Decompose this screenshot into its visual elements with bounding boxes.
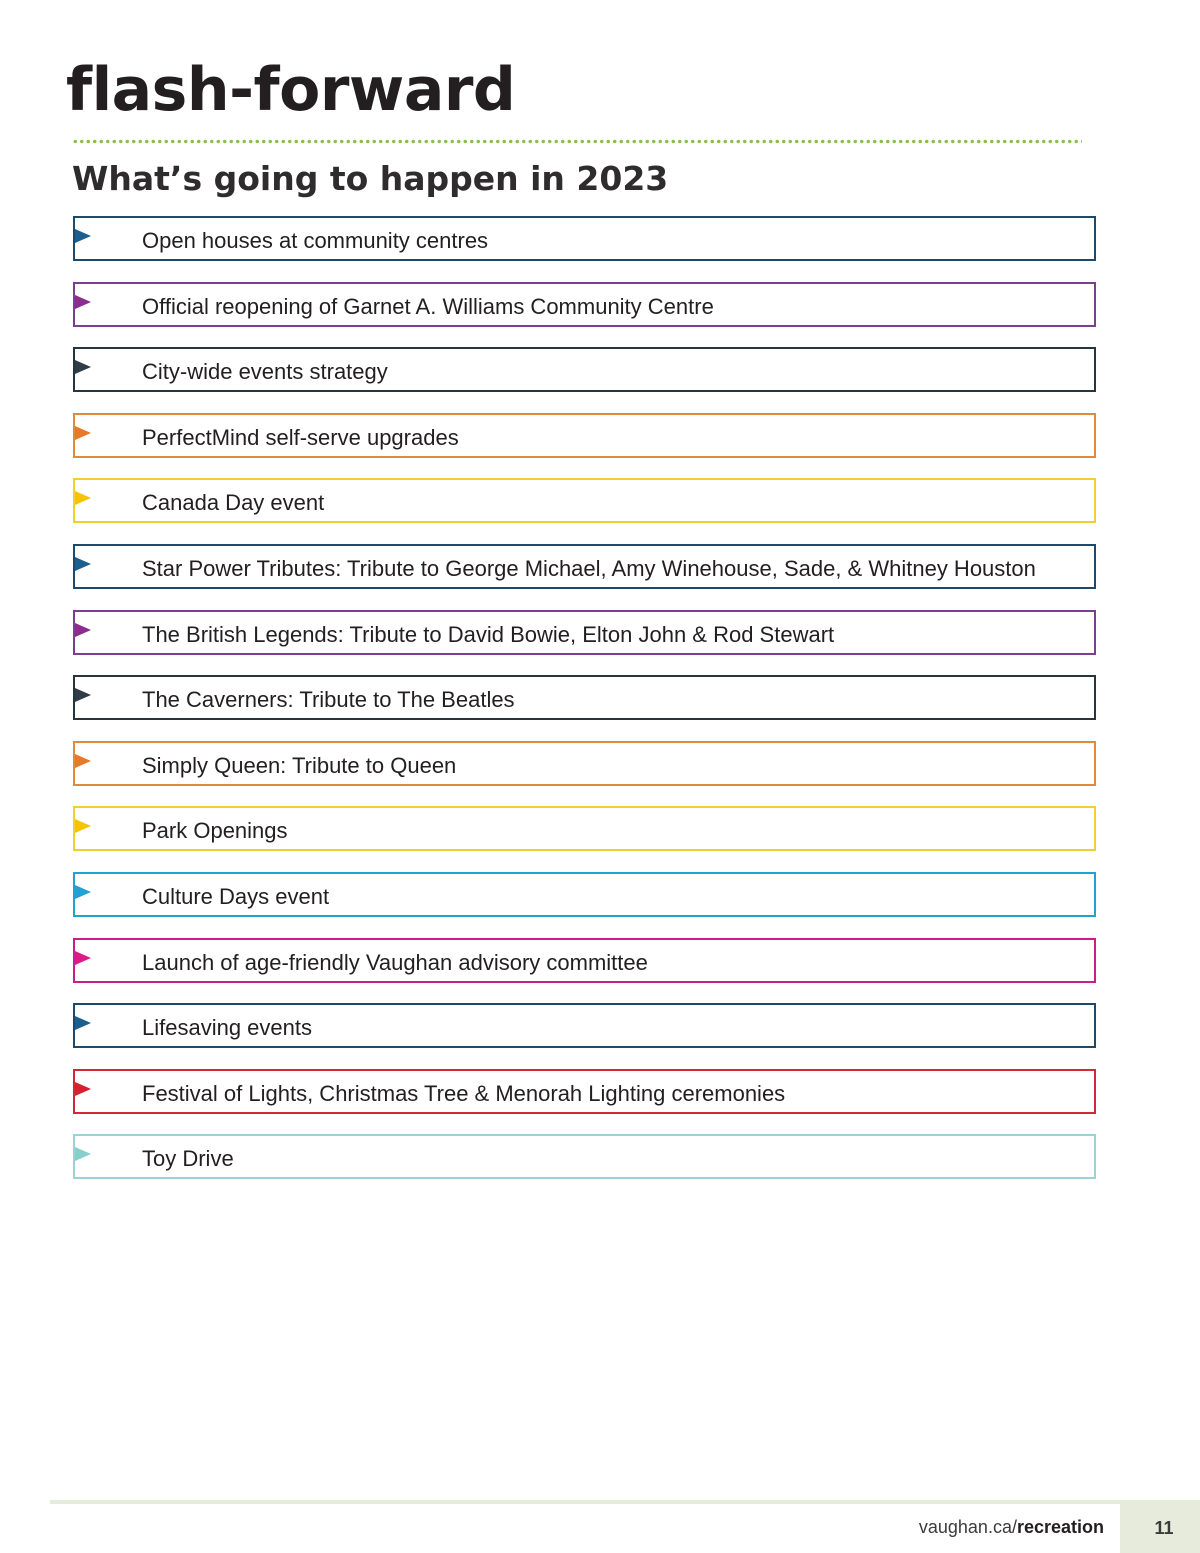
footer-divider	[50, 1500, 1200, 1504]
flag-icon	[75, 688, 91, 702]
event-label: Open houses at community centres	[142, 228, 489, 253]
flag-icon	[75, 229, 91, 243]
event-item	[73, 1134, 1096, 1179]
event-label: City-wide events strategy	[142, 359, 388, 385]
section-subtitle: What’s going to happen in 2023	[72, 159, 669, 198]
flag-icon	[75, 360, 91, 374]
page-number: 11	[1154, 1518, 1174, 1538]
event-item	[73, 216, 1096, 261]
events-list	[73, 216, 1096, 1200]
event-item	[73, 478, 1096, 523]
flag-icon	[75, 1147, 91, 1161]
event-item	[73, 938, 1096, 983]
event-item	[73, 282, 1096, 327]
event-item	[73, 413, 1096, 458]
event-label: Official reopening of Garnet A. Williams Community Centre	[142, 293, 714, 319]
event-item	[73, 1069, 1096, 1114]
event-item	[73, 347, 1096, 392]
flag-icon	[75, 426, 91, 440]
event-label: PerfectMind self-serve upgrades	[142, 424, 459, 450]
dotted-divider	[72, 139, 1082, 144]
flag-icon	[75, 1082, 91, 1096]
flag-icon	[75, 819, 91, 833]
page-number-box	[1120, 1503, 1200, 1553]
flag-icon	[75, 951, 91, 965]
event-label: Canada Day event	[142, 490, 325, 516]
page-title: flash-forward	[66, 55, 516, 125]
flag-icon	[75, 557, 91, 571]
event-label: Culture Days event	[142, 883, 330, 909]
footer-url-section: recreation	[1016, 1517, 1104, 1537]
event-label: The British Legends: Tribute to David Bowie, Elton John & Rod Stewart	[142, 621, 835, 647]
event-label: The Caverners: Tribute to The Beatles	[142, 687, 515, 713]
event-item	[73, 610, 1096, 655]
flag-icon	[75, 295, 91, 309]
event-item	[73, 806, 1096, 851]
event-item	[73, 544, 1096, 589]
flag-icon	[75, 491, 91, 505]
event-label: Toy Drive	[142, 1146, 234, 1172]
flag-icon	[75, 754, 91, 768]
event-item	[73, 741, 1096, 786]
footer-link[interactable]	[919, 1515, 1104, 1539]
event-item	[73, 872, 1096, 917]
event-label: Lifesaving events	[142, 1015, 312, 1041]
event-item	[73, 1003, 1096, 1048]
event-item	[73, 675, 1096, 720]
flag-icon	[75, 1016, 91, 1030]
flag-icon	[75, 885, 91, 899]
event-label: Simply Queen: Tribute to Queen	[142, 752, 457, 778]
event-label: Festival of Lights, Christmas Tree & Menorah Lighting ceremonies	[142, 1080, 786, 1106]
flag-icon	[75, 623, 91, 637]
event-label: Launch of age-friendly Vaughan advisory committee	[142, 949, 648, 975]
footer-url-prefix: vaughan.ca/	[918, 1517, 1017, 1537]
event-label: Star Power Tributes: Tribute to George Michael, Amy Winehouse, Sade, & Whitney Houston	[142, 555, 1036, 581]
event-label: Park Openings	[142, 818, 288, 844]
